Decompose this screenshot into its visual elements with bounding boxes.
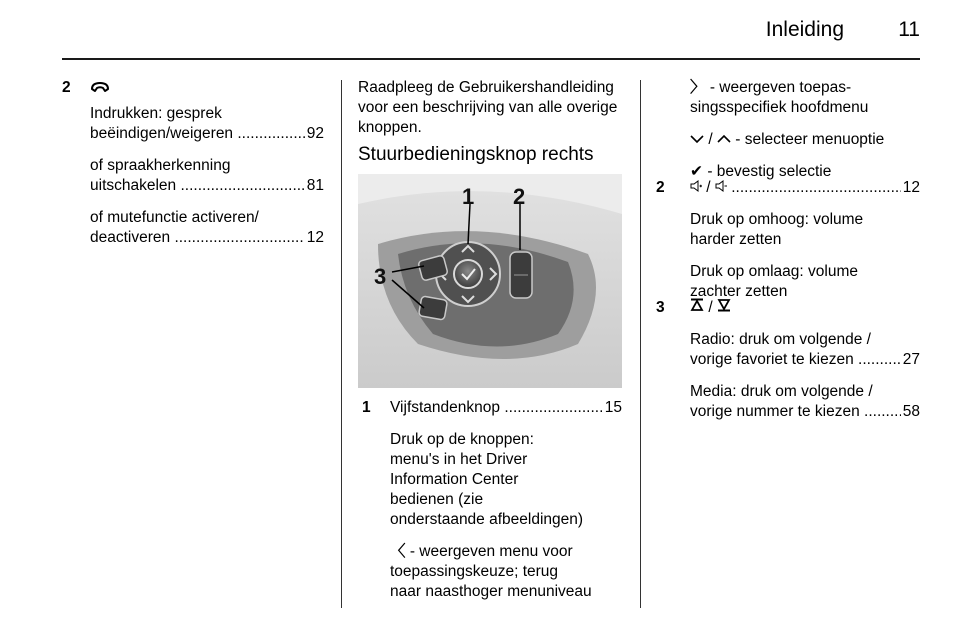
entry-page: 12 <box>902 179 920 196</box>
description <box>390 430 622 530</box>
previous-favourite-icon <box>717 298 731 312</box>
phone-hangup-icon <box>90 80 110 100</box>
callout-3: 3 <box>374 264 387 289</box>
chevron-left-icon: 〈 <box>390 543 406 560</box>
intro-line: Raadpleeg de Gebruikershandleiding <box>358 79 614 96</box>
entry-text: vorige nummer te kiezen ..... <box>690 402 901 422</box>
toc-entry <box>690 402 920 422</box>
description-line: menu's in het Driver <box>390 451 528 468</box>
header-title: Inleiding <box>765 18 844 41</box>
next-favourite-icon <box>690 298 704 312</box>
checkmark-icon: ✔ <box>690 163 703 180</box>
entry-text: uitschakelen ..... <box>90 176 305 196</box>
description-line: toepassingskeuze; terug <box>390 563 559 580</box>
description-line: onderstaande afbeeldingen) <box>390 511 584 528</box>
description-line: Druk op de knoppen: <box>390 431 534 448</box>
page-number: 11 <box>898 18 920 41</box>
left-button-description <box>390 542 622 602</box>
description-line: Druk op omhoog: volume <box>690 211 864 228</box>
entry-page: 92 <box>306 125 324 142</box>
entry-text: Vijfstandenknop ..... <box>390 398 603 418</box>
description-line: bedienen (zie <box>390 491 484 508</box>
chevron-right-icon: 〉 <box>690 79 706 96</box>
description-line: - selecteer menuoptie <box>735 131 885 148</box>
column-divider-1 <box>341 80 342 608</box>
description-line: of spraakherkenning <box>90 157 231 174</box>
entry-page: 12 <box>306 229 324 246</box>
entry-page: 27 <box>902 351 920 368</box>
description-line: harder zetten <box>690 231 782 248</box>
item-number: 3 <box>656 299 665 316</box>
description-line: singsspecifiek hoofdmenu <box>690 99 869 116</box>
entry-page: 81 <box>306 177 324 194</box>
description-line: of mutefunctie activeren/ <box>90 209 259 226</box>
volume-up-icon <box>690 180 702 192</box>
seek-icons: / <box>690 298 920 318</box>
description-line: - weergeven toepas- <box>709 79 852 96</box>
entry-text: deactiveren ..... <box>90 228 305 248</box>
toc-entry <box>90 176 324 196</box>
chevron-down-icon <box>690 134 704 144</box>
description-line: Druk op omlaag: volume <box>690 263 858 280</box>
description-line: Indrukken: gesprek <box>90 105 222 122</box>
section-heading: Stuurbedieningsknop rechts <box>358 144 594 165</box>
callout-2: 2 <box>513 184 526 209</box>
toc-entry <box>690 350 920 370</box>
steering-wheel-figure <box>358 174 622 388</box>
entry-text: vorige favoriet te kiezen ..... <box>690 350 901 370</box>
description-line: zachter zetten <box>690 283 788 300</box>
item-number: 2 <box>62 79 71 96</box>
entry-text: beëindigen/weigeren ..... <box>90 124 305 144</box>
column-3 <box>656 78 922 418</box>
intro-line: voor een beschrijving van alle overige <box>358 99 618 116</box>
callout-1: 1 <box>462 184 475 209</box>
toc-entry <box>690 178 920 198</box>
description-line: Media: druk om volgende / <box>690 383 873 400</box>
toc-entry <box>90 228 324 248</box>
description-line: Information Center <box>390 471 519 488</box>
description-line: - weergeven menu voor <box>409 543 573 560</box>
item-number: 1 <box>362 399 371 416</box>
entry-page: 15 <box>604 399 622 416</box>
volume-down-icon <box>715 180 727 192</box>
toc-entry <box>90 124 324 144</box>
updown-description: / - selecteer menuoptie <box>690 130 920 150</box>
chevron-up-icon <box>717 134 731 144</box>
entry-page: 58 <box>902 403 920 420</box>
intro-paragraph <box>358 78 626 138</box>
description-line: Radio: druk om volgende / <box>690 331 871 348</box>
intro-line: knoppen. <box>358 119 422 136</box>
item-number: 2 <box>656 179 665 196</box>
description-line: naar naasthoger menuniveau <box>390 583 592 600</box>
header-divider <box>62 58 920 60</box>
description-line: - bevestig selectie <box>707 163 832 180</box>
entry-text: / ..... <box>690 178 901 198</box>
toc-entry <box>390 398 622 418</box>
item-1-block <box>362 398 626 598</box>
column-divider-2 <box>640 80 641 608</box>
column-1 <box>62 78 324 248</box>
